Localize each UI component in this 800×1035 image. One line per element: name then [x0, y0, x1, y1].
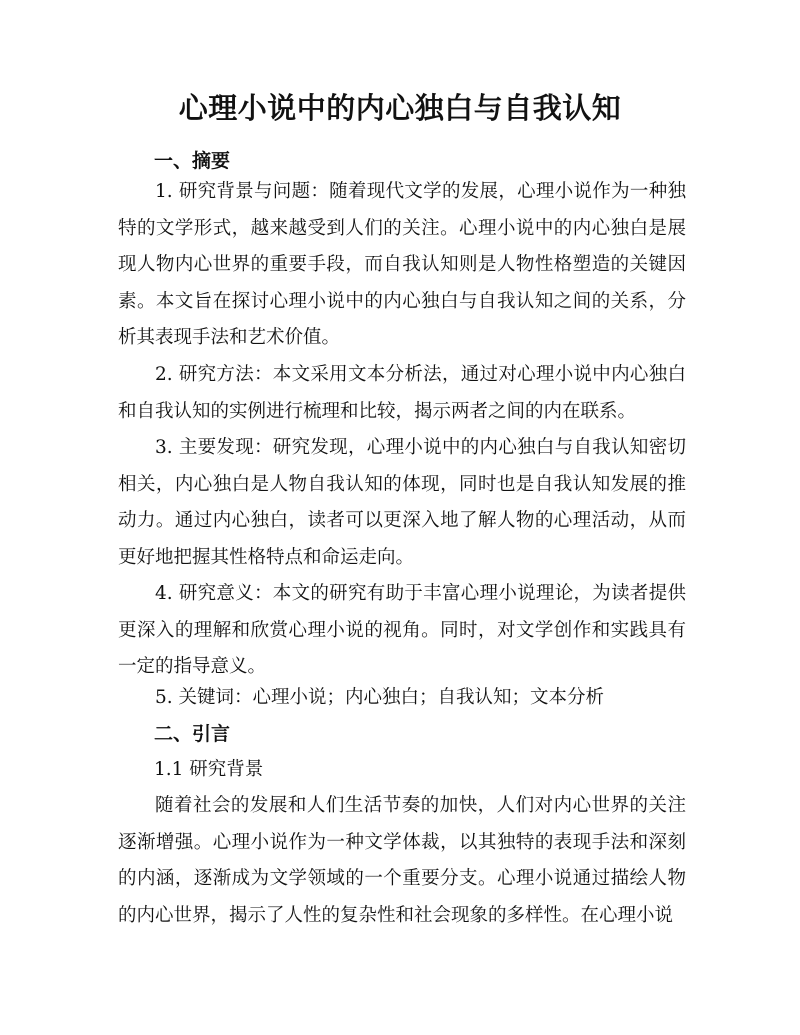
abstract-paragraph-2: 2. 研究方法：本文采用文本分析法，通过对心理小说中内心独白和自我认知的实例进行梳理和比较，揭示两者之间的内在联系。 — [118, 364, 686, 422]
abstract-paragraph-1: 1. 研究背景与问题：随着现代文学的发展，心理小说作为一种独特的文学形式，越来越受到人们的关注。心理小说中的内心独白是展现人物内心世界的重要手段，而自我认知则是人物性格塑造的关键因素。本文旨在探讨心理小说中的内心独白与自我认知之间的关系，分析其表现手法和艺术价值。 — [118, 181, 686, 348]
intro-paragraph-1: 随着社会的发展和人们生活节奏的加快，人们对内心世界的关注逐渐增强。心理小说作为一种文学体裁，以其独特的表现手法和深刻的内涵，逐渐成为文学领域的一个重要分支。心理小说通过描绘人物的内心世界，揭示了人性的复杂性和社会现象的多样性。在心理小说 — [118, 795, 686, 926]
abstract-paragraph-4: 4. 研究意义：本文的研究有助于丰富心理小说理论，为读者提供更深入的理解和欣赏心理小说的视角。同时，对文学创作和实践具有一定的指导意义。 — [118, 583, 686, 677]
subheading-research-background: 1.1 研究背景 — [154, 759, 264, 780]
abstract-paragraph-3: 3. 主要发现：研究发现，心理小说中的内心独白与自我认知密切相关，内心独白是人物自我认知的体现，同时也是自我认知发展的推动力。通过内心独白，读者可以更深入地了解人物的心理活动，从而更好地把握其性格特点和命运走向。 — [118, 437, 686, 568]
section-heading-abstract: 一、摘要 — [154, 150, 231, 172]
section-heading-intro: 二、引言 — [154, 723, 231, 745]
abstract-paragraph-5: 5. 关键词：心理小说；内心独白；自我认知；文本分析 — [155, 687, 605, 708]
document-title: 心理小说中的内心独白与自我认知 — [178, 91, 622, 125]
